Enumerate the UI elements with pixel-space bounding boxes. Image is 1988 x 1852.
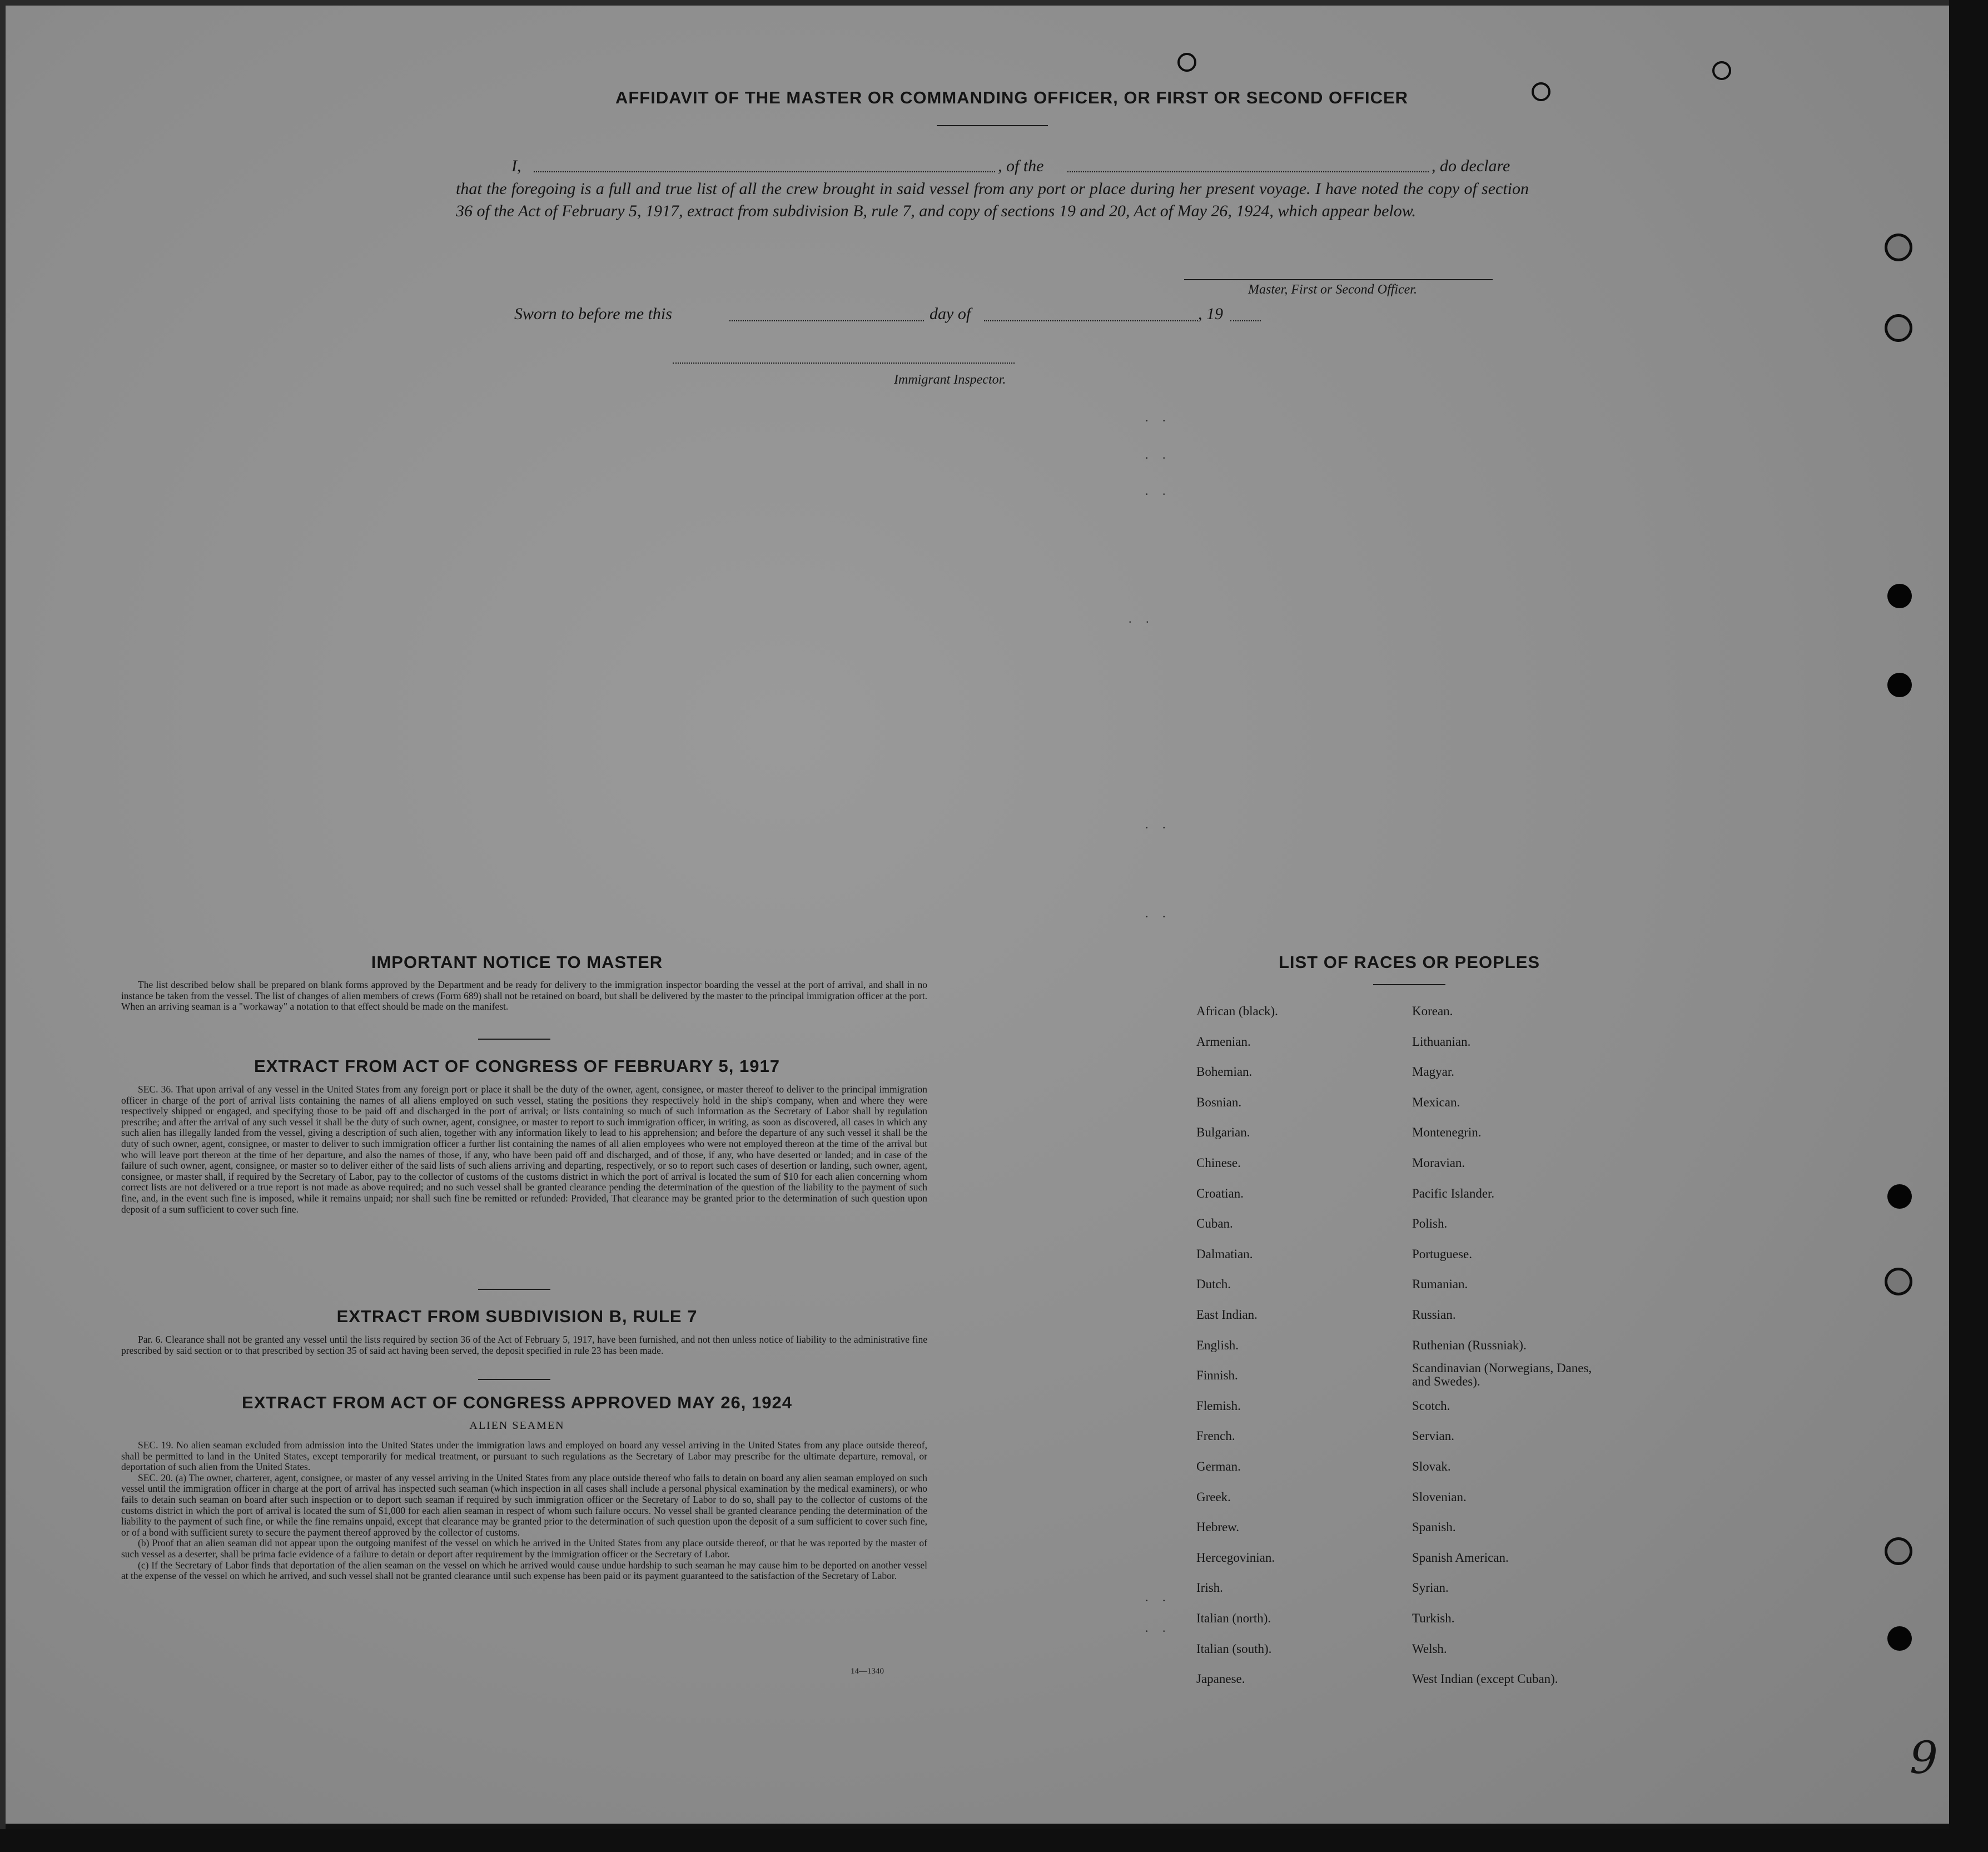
race-item: Moravian. — [1412, 1156, 1465, 1170]
affidavit-line1-i: I, — [511, 157, 521, 175]
race-item: Armenian. — [1196, 1035, 1251, 1049]
affidavit-line1-of: , of the — [998, 157, 1044, 175]
race-item: German. — [1196, 1459, 1241, 1473]
race-item: Finnish. — [1196, 1368, 1238, 1382]
affidavit-title: AFFIDAVIT OF THE MASTER OR COMMANDING OFFICER, OR FIRST OR SECOND OFFICER — [615, 88, 1409, 107]
affidavit-line1-declare: , do declare — [1432, 157, 1510, 175]
extract-1917-body — [121, 1084, 927, 1215]
binder-hole-icon — [1887, 1184, 1912, 1209]
race-item: Magyar. — [1412, 1065, 1455, 1079]
binder-hole-icon — [1887, 584, 1912, 608]
inspector-signature-label: Immigrant Inspector. — [894, 373, 1006, 387]
race-item: English. — [1196, 1338, 1239, 1352]
race-item: Greek. — [1196, 1490, 1231, 1504]
race-item: Dalmatian. — [1196, 1247, 1253, 1261]
notice-title: IMPORTANT NOTICE TO MASTER — [371, 952, 663, 972]
section-36-paragraph: SEC. 36. That upon arrival of any vessel in the United States from any foreign port or place it shall be the duty of the owner, agent, consignee, or master thereof to deliver to the principal immigration officer in charge of the port of arrival lists containing the names of all aliens employed on such vessel, stating the positions they respectively hold in the ship's company, when and where they were respectively shipped or engaged, and specifying those to be paid off and discharged in the port of arrival; or lists containing so much of such information as the Secretary of Labor shall by regulation prescribe; and after the arrival of any such vessel it shall be the duty of such owner, agent, consignee, or master to report to such immigration officer, in writing, as soon as discovered, all cases in which any such alien has illegally landed from the vessel, giving a description of such alien, together with any information likely to lead to his apprehension; and before the departure of any such vessel it shall be the duty of such owner, agent, consignee, or master to deliver to such immigration officer a further list containing the names of all alien employees who were not employed thereon at the time of the arrival but who will leave port thereon at the time of her departure, and also the names of those, if any, who have been paid off and discharged, and of those, if any, who have deserted or landed; and in case of the failure of such owner, agent, consignee, or master so to deliver either of the said lists of such aliens arriving and departing, respectively, or so to report such cases of desertion or landing, such owner, agent, consignee, or master shall, if required by the Secretary of Labor, pay to the collector of customs of the customs district in which the port of arrival is located the sum of $10 for each alien concerning whom correct lists are not delivered or a true report is not made as above required; and no such vessel shall be granted clearance pending the determination of the question of the liability to the payment of such fine, and, in the event such fine is imposed, while it remains unpaid; nor shall such fine be remitted or refunded: Provided, That clearance may be granted prior to the determination of such question upon deposit of a sum sufficient to cover such fine. — [121, 1084, 927, 1215]
rule7-body — [121, 1334, 927, 1356]
form-number: 14—1340 — [851, 1667, 884, 1676]
section-20c-paragraph: (c) If the Secretary of Labor finds that deportation of the alien seaman on the vessel on which he arrived would cause undue hardship to such seaman he may cause him to be deported on another vessel at the expense of the vessel on which he arrived, and such vessel shall not be granted clearance until such expense has been paid or its payment guaranteed to the satisfaction of the Secretary of Labor. — [121, 1559, 927, 1582]
binder-hole-icon — [1887, 1626, 1912, 1651]
extract-1917-divider — [478, 1289, 550, 1290]
alien-seamen-subtitle: ALIEN SEAMEN — [469, 1419, 565, 1432]
sworn-year: , 19 — [1198, 305, 1223, 323]
bleed-dots: . . — [1145, 1621, 1171, 1635]
race-item: Polish. — [1412, 1217, 1448, 1230]
vessel-blank — [1067, 171, 1429, 172]
sworn-day-of: day of — [930, 305, 971, 323]
race-item: Flemish. — [1196, 1399, 1241, 1413]
bleed-dots: . . — [1145, 448, 1171, 461]
page-edge-right — [1949, 0, 1988, 1852]
rule7-divider — [478, 1379, 550, 1380]
month-blank — [984, 320, 1198, 321]
race-item: Bohemian. — [1196, 1065, 1253, 1079]
small-hole-icon — [1532, 82, 1550, 101]
notice-paragraph: The list described below shall be prepared on blank forms approved by the Department and be ready for delivery to the immigration inspector boarding the vessel at the port of arrival, and shall in no instance be taken from the vessel. The list of changes of alien members of crews (Form 689) shall not be retained on board, but shall be delivered by the master to the principal immigration officer at the port. When an arriving seaman is a "workaway" a notation to that effect should be made on the manifest. — [121, 979, 927, 1012]
title-underline — [937, 125, 1048, 126]
binder-hole-icon — [1887, 673, 1912, 697]
notice-body — [121, 980, 927, 1012]
race-item: Hercegovinian. — [1196, 1551, 1275, 1565]
race-item: Scandinavian (Norwegians, Danes, and Swedes). — [1412, 1361, 1592, 1388]
notice-divider — [478, 1039, 550, 1040]
race-item: Slovak. — [1412, 1459, 1451, 1473]
race-item: Japanese. — [1196, 1672, 1245, 1686]
race-item: Irish. — [1196, 1581, 1223, 1595]
extract-1917-title: EXTRACT FROM ACT OF CONGRESS OF FEBRUARY 5, 1917 — [254, 1056, 780, 1076]
section-19-paragraph: SEC. 19. No alien seaman excluded from admission into the United States under the immigration laws and employed on board any vessel arriving in the United States from any place outside thereof, shall be permitted to land in the United States, except temporarily for medical treatment, or pursuant to such regulations as the Secretary of Labor may prescribe for the ultimate departure, removal, or deportation of such alien from the United States. — [121, 1439, 927, 1473]
race-item: Montenegrin. — [1412, 1125, 1482, 1139]
bleed-dots: . . — [1145, 1590, 1171, 1604]
race-item: Cuban. — [1196, 1217, 1233, 1230]
races-title-underline — [1373, 984, 1445, 985]
binder-hole-icon — [1885, 314, 1912, 342]
inspector-signature-line — [673, 363, 1015, 364]
race-item: Korean. — [1412, 1004, 1453, 1018]
section-20a-paragraph: SEC. 20. (a) The owner, charterer, agent, consignee, or master of any vessel arriving in the United States from any place outside thereof who fails to detain on board any alien seaman employed on such vessel until the immigration officer in charge at the port of arrival has inspected such seaman (which inspection in all cases shall include a personal physical examination by the medical examiners), or who fails to detain such seaman on board after such inspection or to deport such seaman if required by such immigration officer or the Secretary of Labor to do so, shall pay to the collector of customs of the customs district in which the port of arrival is located the sum of $1,000 for each alien seaman in respect of whom such failure occurs. No vessel shall be granted clearance pending the determination of the liability to the payment of such fine, or while the fine remains unpaid, except that clearance may be granted prior to the determination of such question upon the deposit of a sum sufficient to cover such fine, or of a bond with sufficient surety to secure the payment thereof approved by the collector of customs. — [121, 1472, 927, 1538]
race-item: Mexican. — [1412, 1095, 1460, 1109]
race-item: French. — [1196, 1429, 1235, 1443]
race-item: African (black). — [1196, 1004, 1278, 1018]
master-signature-line — [1184, 279, 1493, 280]
binder-hole-icon — [1885, 1537, 1912, 1565]
race-item: Chinese. — [1196, 1156, 1241, 1170]
race-item: Russian. — [1412, 1308, 1456, 1322]
race-item: Pacific Islander. — [1412, 1186, 1495, 1200]
race-item: Dutch. — [1196, 1277, 1231, 1291]
binder-hole-icon — [1885, 1268, 1912, 1295]
race-item: Lithuanian. — [1412, 1035, 1471, 1049]
small-hole-icon — [1177, 53, 1196, 72]
section-20b-paragraph: (b) Proof that an alien seaman did not appear upon the outgoing manifest of the vessel on which he arrived in the United States from any place outside thereof, or that he was reported by the master of such vessel as a deserter, shall be prima facie evidence of a failure to detain or deport after requirement by the immigration officer or the Secretary of Labor. — [121, 1537, 927, 1560]
bleed-dots: . . — [1145, 817, 1171, 831]
race-item: Welsh. — [1412, 1642, 1447, 1656]
race-item: Portuguese. — [1412, 1247, 1472, 1261]
affidavit-body: that the foregoing is a full and true list of all the crew brought in said vessel from any port or place during her present voyage. I have noted the copy of section 36 of the Act of February 5, 1917, extract from subdivision B, rule 7, and copy of sections 19 and 20, Act of May 26, 1924, which appear below. — [456, 180, 1529, 220]
page-edge-bottom — [0, 1829, 1988, 1852]
race-item: Syrian. — [1412, 1581, 1449, 1595]
race-item: West Indian (except Cuban). — [1412, 1672, 1558, 1686]
handwritten-page-number: 9 — [1910, 1732, 1938, 1784]
bleed-dots: . . — [1145, 410, 1171, 424]
race-item: Scotch. — [1412, 1399, 1450, 1413]
sworn-text: Sworn to before me this — [514, 305, 672, 323]
races-title: LIST OF RACES OR PEOPLES — [1278, 952, 1540, 972]
race-item: Spanish. — [1412, 1520, 1456, 1534]
race-item: Rumanian. — [1412, 1277, 1468, 1291]
binder-hole-icon — [1885, 234, 1912, 261]
rule7-title: EXTRACT FROM SUBDIVISION B, RULE 7 — [336, 1307, 698, 1326]
race-item: East Indian. — [1196, 1308, 1258, 1322]
race-item: Hebrew. — [1196, 1520, 1240, 1534]
year-blank — [1230, 320, 1261, 321]
bleed-dots: . . — [1145, 906, 1171, 920]
bleed-dots: . . — [1129, 612, 1155, 625]
extract-1924-body — [121, 1440, 927, 1582]
race-item: Bulgarian. — [1196, 1125, 1250, 1139]
master-signature-label: Master, First or Second Officer. — [1248, 282, 1417, 297]
small-hole-icon — [1712, 61, 1731, 80]
race-item: Ruthenian (Russniak). — [1412, 1338, 1527, 1352]
race-item: Turkish. — [1412, 1611, 1455, 1625]
race-item: Bosnian. — [1196, 1095, 1242, 1109]
race-item: Croatian. — [1196, 1186, 1244, 1200]
race-item: Servian. — [1412, 1429, 1455, 1443]
race-item: Italian (north). — [1196, 1611, 1271, 1625]
name-blank — [534, 171, 995, 172]
bleed-dots: . . — [1145, 484, 1171, 498]
extract-1924-title: EXTRACT FROM ACT OF CONGRESS APPROVED MAY 26, 1924 — [242, 1393, 792, 1412]
race-item: Slovenian. — [1412, 1490, 1467, 1504]
race-item: Italian (south). — [1196, 1642, 1272, 1656]
rule7-paragraph: Par. 6. Clearance shall not be granted any vessel until the lists required by section 36 of the Act of February 5, 1917, have been furnished, and not then unless notice of liability to the administrative fine prescribed by said section or to that prescribed by section 35 of said act having been served, the deposit specified in rule 23 has been made. — [121, 1334, 927, 1356]
race-item: Spanish American. — [1412, 1551, 1509, 1565]
day-blank — [729, 320, 924, 321]
